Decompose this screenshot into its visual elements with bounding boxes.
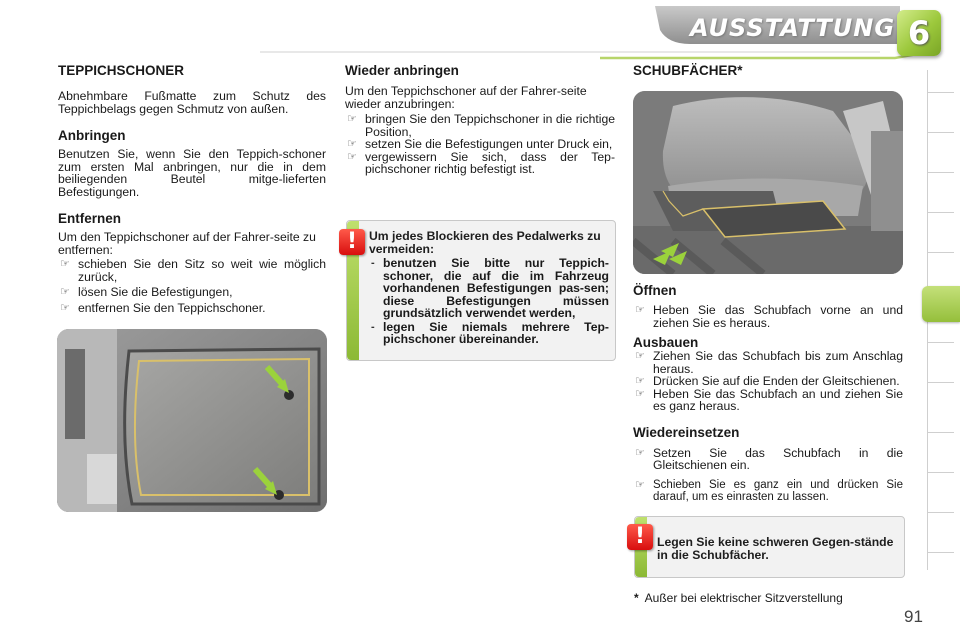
left-column	[58, 63, 326, 314]
list-item: ☞ schieben Sie den Sitz so weit wie möglich zurück,	[60, 257, 326, 284]
exclamation-icon: !	[627, 524, 653, 550]
chapter-tab-divider	[928, 212, 954, 213]
list-item: ☞ lösen Sie die Befestigungen,	[60, 285, 233, 299]
drawer-photo	[633, 91, 903, 274]
chapter-number-badge: 6	[897, 10, 941, 56]
list-item: ☞ entfernen Sie den Teppichschoner.	[60, 300, 266, 315]
list-item: - legen Sie niemals mehrere Tep-pichschoner übereinander.	[371, 319, 609, 346]
drawer-warning-box	[634, 516, 905, 578]
pointing-hand-icon: ☞	[635, 375, 645, 387]
list-item: ☞ bringen Sie den Teppichschoner in die richtige Position,	[347, 112, 615, 139]
pointing-hand-icon: ☞	[347, 150, 357, 163]
middle-column	[345, 63, 615, 176]
pointing-hand-icon: ☞	[347, 138, 357, 150]
wieder-anbringen-heading: Wieder anbringen	[345, 63, 459, 78]
footnote-text: Außer bei elektrischer Sitzverstellung	[644, 591, 843, 605]
ausbauen-heading: Ausbauen	[633, 335, 699, 350]
pointing-hand-icon: ☞	[60, 301, 70, 314]
list-item: ☞ Heben Sie das Schubfach an und ziehen Sie es ganz heraus.	[635, 386, 903, 413]
chapter-tab-divider	[928, 252, 954, 253]
pedal-warning-content	[369, 230, 609, 346]
entfernen-list	[58, 258, 326, 314]
list-item: ☞ Setzen Sie das Schubfach in die Gleitschienen ein.	[635, 445, 903, 472]
wiedereinsetzen-list	[633, 447, 903, 504]
pedal-warning-box	[346, 220, 616, 361]
exclamation-icon: !	[339, 229, 365, 255]
right-column	[633, 283, 903, 504]
drawer-warning-text: Legen Sie keine schweren Gegen-stände in die Schubfächer.	[657, 535, 894, 562]
chapter-tab-divider	[928, 552, 954, 553]
chapter-tab-divider	[928, 382, 954, 383]
list-item: ☞ Heben Sie das Schubfach vorne an und ziehen Sie es heraus.	[635, 303, 903, 330]
wieder-anbringen-list	[345, 113, 615, 176]
list-item: ☞ Drücken Sie auf die Enden der Gleitschienen.	[635, 374, 900, 388]
anbringen-heading: Anbringen	[58, 128, 126, 143]
pointing-hand-icon: ☞	[60, 258, 70, 270]
chapter-tab-active	[922, 286, 960, 322]
footnote-mark: *	[634, 591, 639, 605]
chapter-tab-divider	[928, 172, 954, 173]
chapter-tab-divider	[928, 342, 954, 343]
chapter-tab-divider	[928, 132, 954, 133]
section-title: AUSSTATTUNG	[690, 14, 896, 42]
anbringen-text: Benutzen Sie, wenn Sie den Teppich-schoner zum ersten Mal anbringen, nur die in dem beiliegenden Beutel mitge-lieferten Befestigungen.	[58, 147, 326, 199]
seat-drawer-illustration	[633, 91, 903, 274]
wieder-anbringen-intro: Um den Teppichschoner auf der Fahrer-seite wieder anzubringen:	[345, 84, 587, 111]
list-item: ☞ vergewissern Sie sich, dass der Tep-pichschoner richtig befestigt ist.	[347, 149, 615, 176]
teppichschoner-intro: Abnehmbare Fußmatte zum Schutz des Teppichbelags gegen Schmutz von außen.	[58, 89, 326, 116]
pointing-hand-icon: ☞	[635, 387, 645, 400]
pointing-hand-icon: ☞	[60, 286, 70, 298]
pointing-hand-icon: ☞	[635, 478, 645, 491]
list-item: ☞ Ziehen Sie das Schubfach bis zum Anschlag heraus.	[635, 349, 903, 376]
floor-mat-illustration	[57, 329, 327, 512]
list-item: - benutzen Sie bitte nur Teppich-schoner, die auf die im Fahrzeug vorhandenen Befestigungen pas-sen; diese Befestigungen müssen grundsätzlich verwendet werden,	[371, 256, 609, 320]
pointing-hand-icon: ☞	[635, 350, 645, 362]
schubfaecher-title: SCHUBFÄCHER*	[633, 63, 743, 78]
oeffnen-list	[633, 304, 903, 329]
pedal-warning-list	[369, 257, 609, 346]
pointing-hand-icon: ☞	[347, 113, 357, 125]
pointing-hand-icon: ☞	[635, 446, 645, 459]
right-column-header	[633, 63, 903, 78]
entfernen-heading: Entfernen	[58, 211, 122, 226]
chapter-tab-divider	[928, 472, 954, 473]
pointing-hand-icon: ☞	[635, 304, 645, 316]
pedal-warning-title: Um jedes Blockieren des Pedalwerks zu vermeiden:	[369, 229, 601, 256]
list-item: ☞ setzen Sie die Befestigungen unter Druck ein,	[347, 137, 613, 151]
teppichschoner-title: TEPPICHSCHONER	[58, 63, 185, 78]
page-number: 91	[904, 607, 923, 626]
footnote	[634, 591, 843, 605]
wiedereinsetzen-heading: Wiedereinsetzen	[633, 424, 740, 440]
ausbauen-list	[633, 350, 903, 413]
entfernen-intro: Um den Teppichschoner auf der Fahrer-seite zu entfernen:	[58, 230, 316, 257]
chapter-tab-divider	[928, 432, 954, 433]
chapter-tab-divider	[928, 92, 954, 93]
floor-mat-photo	[57, 329, 327, 512]
list-item: ☞ Schieben Sie es ganz ein und drücken Sie darauf, um es einrasten zu lassen.	[635, 478, 903, 503]
oeffnen-heading: Öffnen	[633, 283, 677, 298]
chapter-tab-divider	[928, 512, 954, 513]
